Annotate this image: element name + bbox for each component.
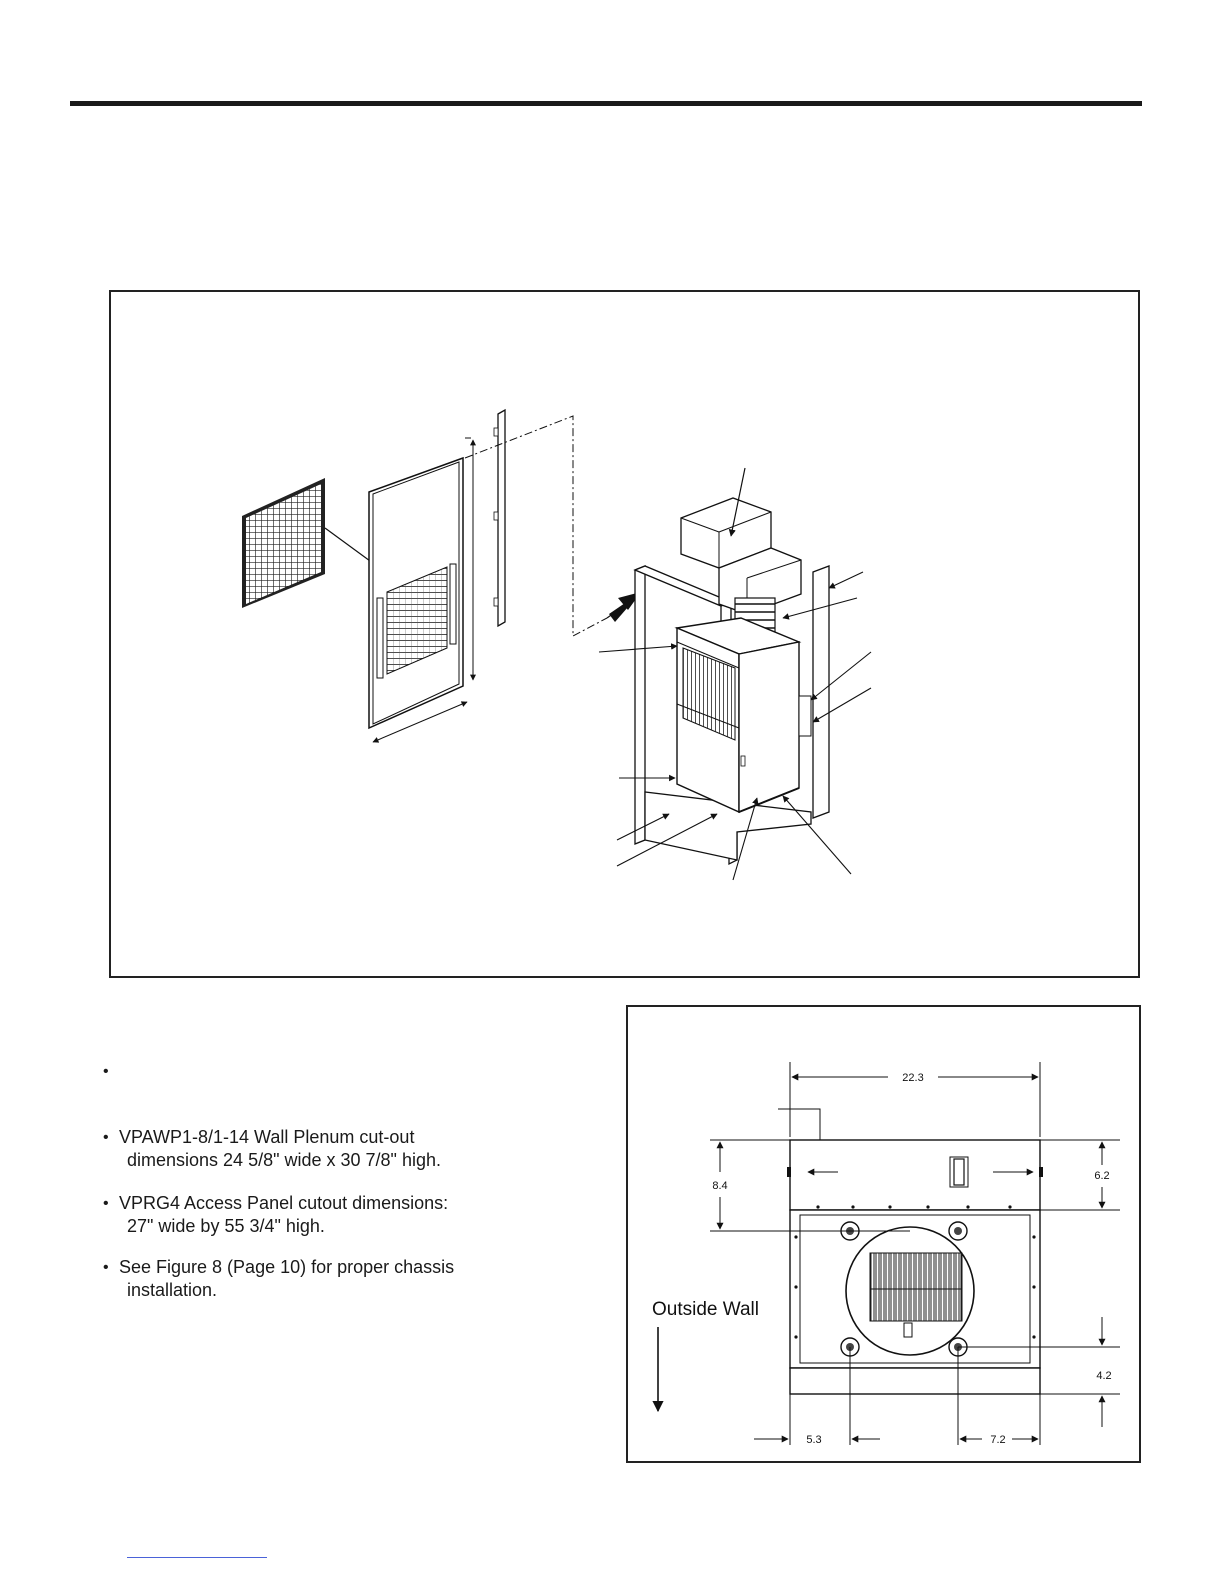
bottom-dimension-right: 4.2	[1096, 1370, 1112, 1382]
top-rule	[70, 101, 1142, 106]
bullet-dot: •	[103, 1129, 109, 1146]
list-item-line: installation.	[127, 1280, 218, 1300]
width-dimension: 22.3	[902, 1072, 924, 1084]
list-item-text	[119, 1126, 579, 1172]
bullet-dot: •	[103, 1195, 109, 1212]
outside-wall-label: Outside Wall	[652, 1299, 759, 1320]
bottom-dimension-mid: 7.2	[990, 1434, 1006, 1446]
bottom-dimension-left: 5.3	[806, 1434, 822, 1446]
exploded-view-figure	[109, 290, 1140, 978]
trim-strip	[465, 410, 641, 636]
list-item-text	[119, 1256, 579, 1302]
footer-link-underline[interactable]	[127, 1557, 267, 1558]
list-item-text	[119, 1192, 579, 1238]
access-panel	[369, 438, 473, 742]
dimension-diagram	[626, 1005, 1141, 1463]
list-item-line: VPAWP1-8/1-14 Wall Plenum cut-out	[119, 1127, 415, 1147]
chassis-unit	[677, 618, 811, 812]
list-item-line: 27" wide by 55 3/4" high.	[127, 1216, 325, 1236]
dimension-drawing	[628, 1007, 1143, 1465]
list-item-line: See Figure 8 (Page 10) for proper chassis	[119, 1257, 455, 1277]
height-dimension-right: 6.2	[1094, 1170, 1110, 1182]
bullet-dot: •	[103, 1259, 109, 1276]
exploded-view-drawing	[111, 292, 1142, 980]
list-item-line: VPRG4 Access Panel cutout dimensions:	[119, 1193, 449, 1213]
bullet-dot: •	[103, 1063, 109, 1080]
list-item-line: dimensions 24 5/8" wide x 30 7/8" high.	[127, 1150, 441, 1170]
height-dimension-left: 8.4	[712, 1180, 728, 1192]
